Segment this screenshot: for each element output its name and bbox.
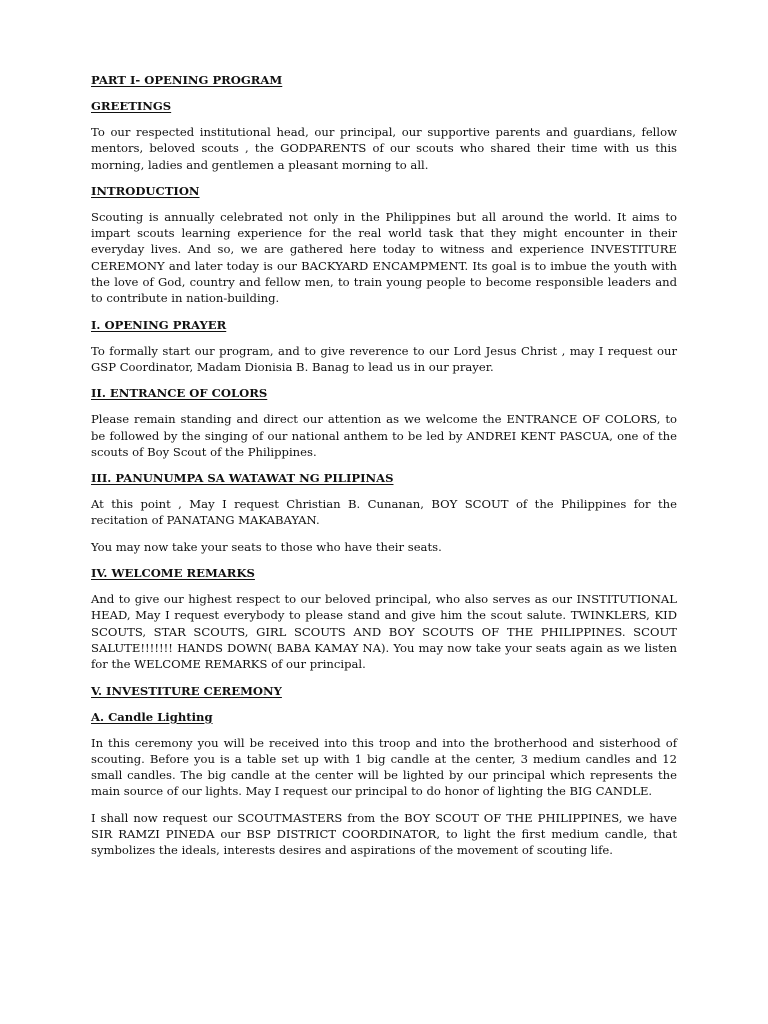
panunumpa-heading: III. PANUNUMPA SA WATAWAT NG PILIPINAS [91,471,394,486]
entrance-of-colors-heading: II. ENTRANCE OF COLORS [91,386,268,401]
greetings-paragraph: To our respected institutional head, our principal, our supportive parents and guardians, fellow mentors, beloved scouts , the GODPARENTS of our scouts who shared their time with us this morning, ladies and gentlemen a pleasant morning to all. [91,125,677,172]
part-one-heading: PART I- OPENING PROGRAM [91,73,283,87]
introduction-paragraph: Scouting is annually celebrated not only in the Philippines but all around the world. It aims to impart scouts learning experience for the real world task that they might encounter in their everyday lives. And so, we are gathered here today to witness and experience INVESTITURE CEREMONY and later today is our BACKYARD ENCAMPMENT. Its goal is to imbue the youth with the love of God, country and fellow men, to train young people to become responsible leaders and to contribute in nation-building. [91,209,677,306]
welcome-remarks-heading: IV. WELCOME REMARKS [91,566,255,581]
introduction-heading: INTRODUCTION [91,183,200,198]
panunumpa-paragraph-2: You may now take your seats to those who have their seats. [91,539,442,554]
greetings-heading: GREETINGS [91,99,172,113]
panunumpa-paragraph-1: At this point , May I request Christian B. Cunanan, BOY SCOUT of the Philippines for the recitation of PANATANG MAKABAYAN. [91,497,677,528]
candle-lighting-heading: A. Candle Lighting [91,709,213,724]
candle-lighting-paragraph-1: In this ceremony you will be received into this troop and into the brotherhood and sisterhood of scouting. Before you is a table set up with 1 big candle at the center, 3 medium candles and 12 small candles. The big candle at the center will be lighted by our principal which represents the main source of our lights. May I request our principal to do honor of lighting the BIG CANDLE. [91,735,677,799]
entrance-of-colors-paragraph: Please remain standing and direct our attention as we welcome the ENTRANCE OF COLORS, to be followed by the singing of our national anthem to be led by ANDREI KENT PASCUA, one of the scouts of Boy Scout of the Philippines. [91,412,677,459]
opening-prayer-heading: I. OPENING PRAYER [91,317,227,332]
investiture-ceremony-heading: V. INVESTITURE CEREMONY [91,683,282,698]
welcome-remarks-paragraph: And to give our highest respect to our beloved principal, who also serves as our INSTITUTIONAL HEAD, May I request everybody to please stand and give him the scout salute. TWINKLERS, KID SCOUTS, STAR SCOUTS, GIRL SCOUTS AND BOY SCOUTS OF THE PHILIPPINES. SCOUT SALUTE!!!!!!! HANDS DOWN( BABA KAMAY NA). You may now take your seats again as we listen for the WELCOME REMARKS of our principal. [91,592,677,672]
candle-lighting-paragraph-2: I shall now request our SCOUTMASTERS from the BOY SCOUT OF THE PHILIPPINES, we have SIR RAMZI PINEDA our BSP DISTRICT COORDINATOR, to light the first medium candle, that symbolizes the ideals, interests desires and aspirations of the movement of scouting life. [91,810,677,858]
opening-prayer-paragraph: To formally start our program, and to give reverence to our Lord Jesus Christ , may I request our GSP Coordinator, Madam Dionisia B. Banag to lead us in our prayer. [91,343,677,374]
